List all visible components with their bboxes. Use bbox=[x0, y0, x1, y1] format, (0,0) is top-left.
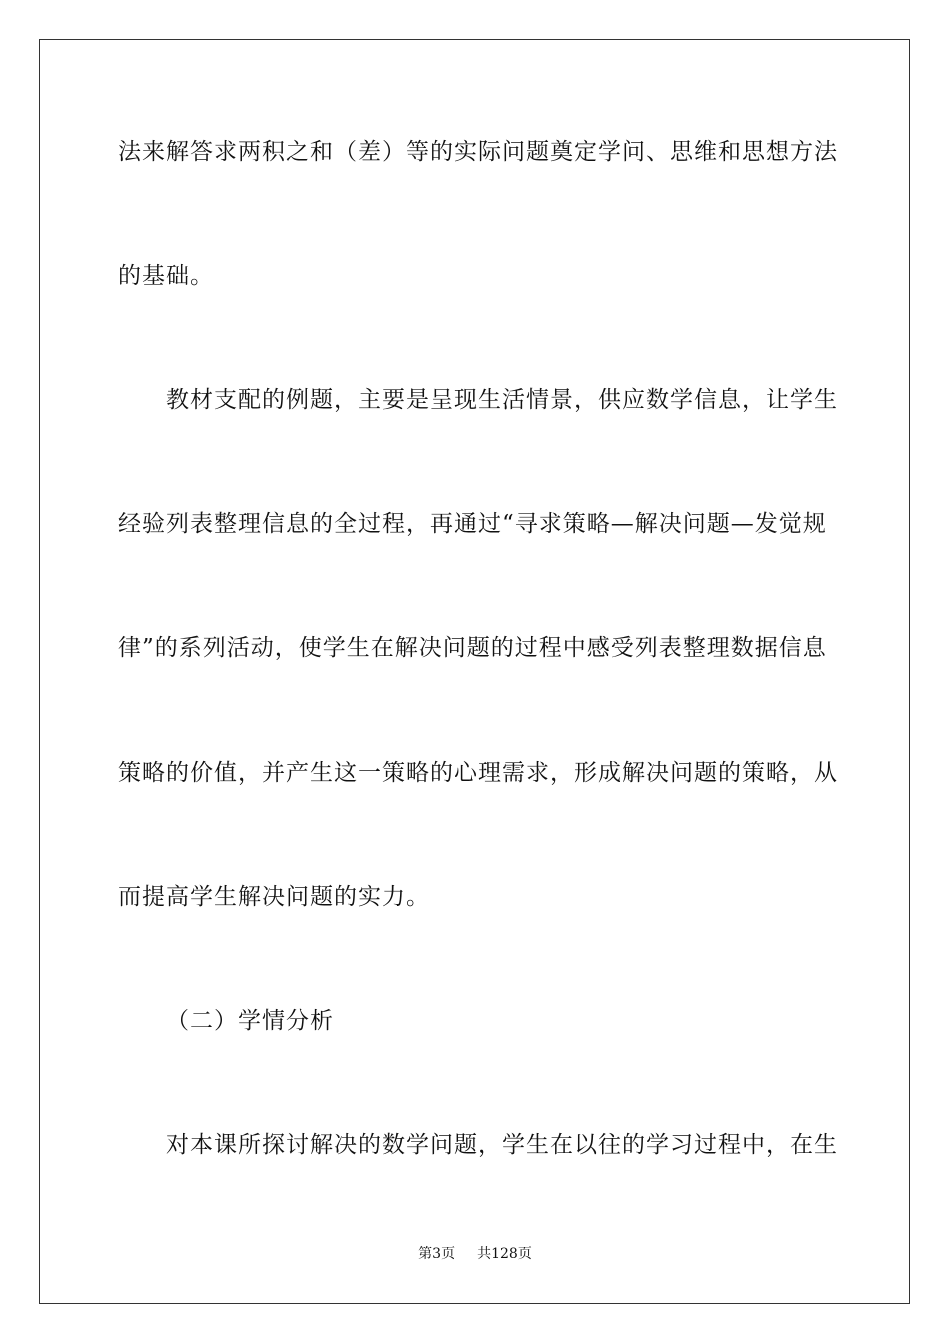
text-line-2: 的基础。 bbox=[118, 263, 214, 289]
text-line-1: 法来解答求两积之和（差）等的实际问题奠定学问、思维和思想方法 bbox=[118, 139, 838, 165]
text-line-5: 律”的系列活动，使学生在解决问题的过程中感受列表整理数据信息 bbox=[118, 635, 827, 661]
page-footer bbox=[0, 1245, 950, 1263]
text-line-7: 而提高学生解决问题的实力。 bbox=[118, 884, 430, 910]
text-line-3: 教材支配的例题，主要是呈现生活情景，供应数学信息，让学生 bbox=[166, 387, 838, 413]
page-number: 第3页 bbox=[418, 1246, 456, 1262]
text-line-6: 策略的价值，并产生这一策略的心理需求，形成解决问题的策略，从 bbox=[118, 760, 838, 786]
page-total: 共128页 bbox=[477, 1246, 532, 1262]
text-line-9: 对本课所探讨解决的数学问题，学生在以往的学习过程中，在生 bbox=[166, 1132, 838, 1158]
page-border bbox=[39, 39, 910, 1304]
text-line-4: 经验列表整理信息的全过程，再通过“寻求策略—解决问题—发觉规 bbox=[118, 511, 827, 537]
section-heading: （二）学情分析 bbox=[166, 1008, 334, 1034]
